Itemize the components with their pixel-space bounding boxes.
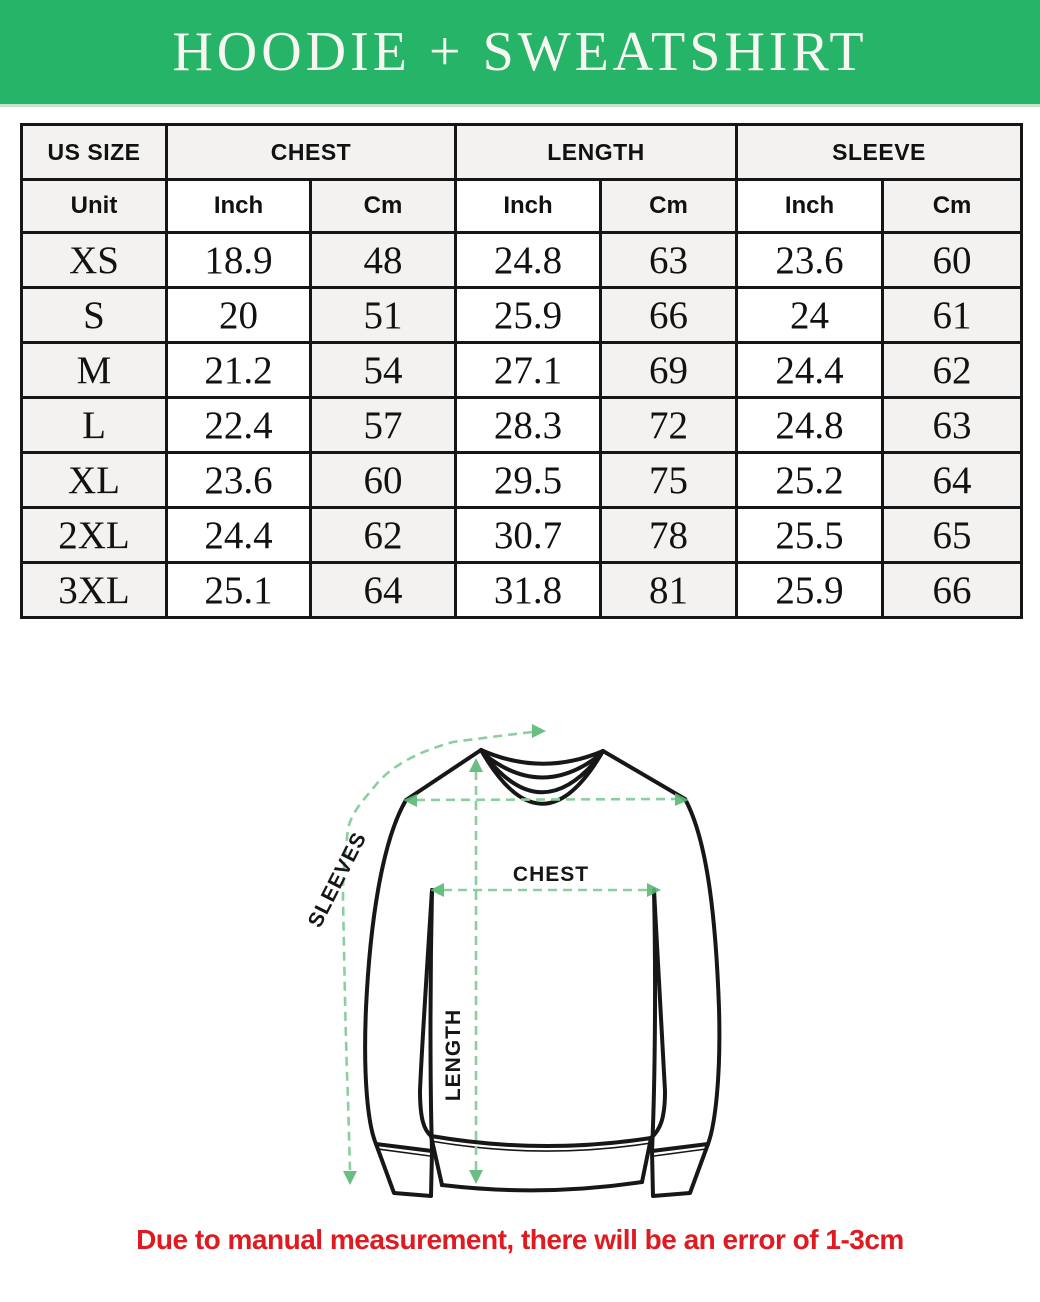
- value-cell: 61: [883, 288, 1022, 343]
- collar-top-edge: [481, 750, 603, 764]
- header-banner: [0, 0, 1040, 107]
- table-row: [22, 398, 1022, 453]
- value-cell: 30.7: [456, 508, 601, 563]
- col-us-size: US SIZE: [22, 125, 167, 180]
- size-cell: XL: [22, 453, 167, 508]
- value-cell: 62: [311, 508, 456, 563]
- sleeves-arrow-bottom-icon: [343, 1171, 357, 1185]
- right-shoulder-seam: [603, 751, 685, 799]
- value-cell: 28.3: [456, 398, 601, 453]
- sweatshirt-outline-drawing: [365, 750, 719, 1196]
- page-title: HOODIE + SWEATSHIRT: [172, 21, 868, 83]
- size-cell: S: [22, 288, 167, 343]
- left-shoulder-seam: [406, 750, 481, 800]
- value-cell: 66: [883, 563, 1022, 618]
- value-cell: 25.9: [456, 288, 601, 343]
- value-cell: 23.6: [167, 453, 311, 508]
- value-cell: 75: [601, 453, 737, 508]
- value-cell: 63: [883, 398, 1022, 453]
- size-cell: L: [22, 398, 167, 453]
- chest-inch-label: Inch: [167, 180, 311, 233]
- chest-label: CHEST: [512, 863, 590, 886]
- hem-bottom-edge: [442, 1182, 642, 1190]
- value-cell: 29.5: [456, 453, 601, 508]
- shoulder-measure-line: [416, 799, 675, 800]
- value-cell: 64: [883, 453, 1022, 508]
- value-cell: 51: [311, 288, 456, 343]
- size-cell: M: [22, 343, 167, 398]
- value-cell: 60: [311, 453, 456, 508]
- value-cell: 18.9: [167, 233, 311, 288]
- unit-label: Unit: [22, 180, 167, 233]
- value-cell: 20: [167, 288, 311, 343]
- value-cell: 25.1: [167, 563, 311, 618]
- hem-seam: [431, 1136, 651, 1146]
- value-cell: 24.4: [737, 343, 883, 398]
- value-cell: 25.9: [737, 563, 883, 618]
- length-cm-label: Cm: [601, 180, 737, 233]
- size-cell: 2XL: [22, 508, 167, 563]
- value-cell: 66: [601, 288, 737, 343]
- value-cell: 31.8: [456, 563, 601, 618]
- sleeve-cm-label: Cm: [883, 180, 1022, 233]
- sleeves-arrow-top-icon: [532, 724, 546, 738]
- value-cell: 21.2: [167, 343, 311, 398]
- size-table: [20, 123, 1023, 619]
- table-row: [22, 343, 1022, 398]
- chest-cm-label: Cm: [311, 180, 456, 233]
- col-length: LENGTH: [456, 125, 737, 180]
- length-label: LENGTH: [442, 1008, 465, 1102]
- value-cell: 60: [883, 233, 1022, 288]
- value-cell: 57: [311, 398, 456, 453]
- value-cell: 22.4: [167, 398, 311, 453]
- value-cell: 25.5: [737, 508, 883, 563]
- size-cell: XS: [22, 233, 167, 288]
- value-cell: 48: [311, 233, 456, 288]
- table-row: [22, 508, 1022, 563]
- value-cell: 27.1: [456, 343, 601, 398]
- col-chest: CHEST: [167, 125, 456, 180]
- value-cell: 64: [311, 563, 456, 618]
- table-row: [22, 563, 1022, 618]
- value-cell: 25.2: [737, 453, 883, 508]
- measurement-disclaimer: Due to manual measurement, there will be an error of 1-3cm: [136, 1224, 904, 1255]
- table-unit-row: [22, 180, 1022, 233]
- length-arrow-top-icon: [469, 758, 483, 772]
- value-cell: 54: [311, 343, 456, 398]
- table-row: [22, 233, 1022, 288]
- table-header-row: [22, 125, 1022, 180]
- sleeve-inch-label: Inch: [737, 180, 883, 233]
- size-cell: 3XL: [22, 563, 167, 618]
- value-cell: 62: [883, 343, 1022, 398]
- value-cell: 65: [883, 508, 1022, 563]
- value-cell: 63: [601, 233, 737, 288]
- value-cell: 24.8: [456, 233, 601, 288]
- right-sleeve-outer-edge: [685, 799, 719, 1144]
- value-cell: 24: [737, 288, 883, 343]
- value-cell: 24.8: [737, 398, 883, 453]
- length-inch-label: Inch: [456, 180, 601, 233]
- value-cell: 72: [601, 398, 737, 453]
- length-arrow-bottom-icon: [469, 1170, 483, 1184]
- table-row: [22, 288, 1022, 343]
- value-cell: 78: [601, 508, 737, 563]
- left-sleeve-outer-edge: [365, 800, 406, 1144]
- sleeves-label: SLEEVES: [303, 828, 372, 932]
- value-cell: 69: [601, 343, 737, 398]
- value-cell: 24.4: [167, 508, 311, 563]
- table-row: [22, 453, 1022, 508]
- value-cell: 81: [601, 563, 737, 618]
- col-sleeve: SLEEVE: [737, 125, 1022, 180]
- value-cell: 23.6: [737, 233, 883, 288]
- sweatshirt-diagram: [303, 693, 722, 1227]
